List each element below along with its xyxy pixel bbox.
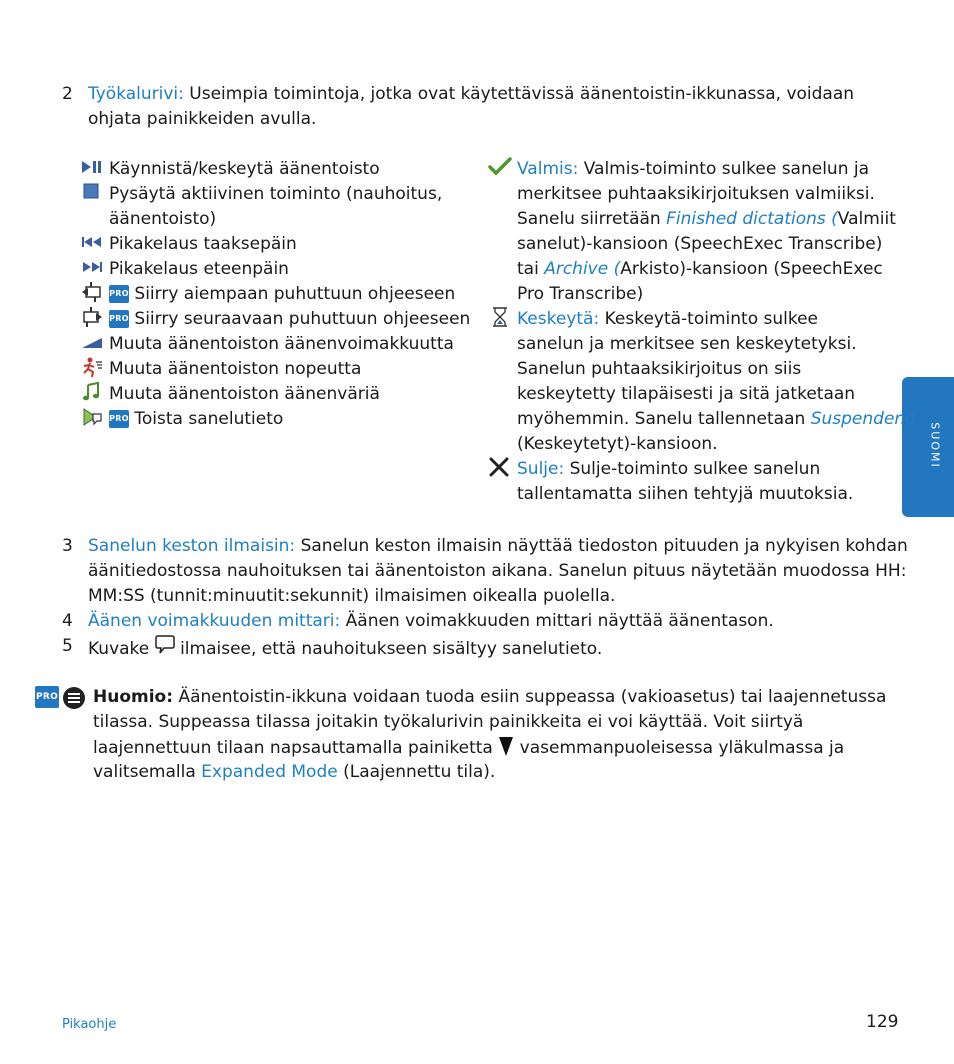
valmis-text5c: Arkisto)-kansioon (SpeechExec	[620, 259, 883, 279]
fast-forward-icon	[80, 257, 104, 279]
item5-text-b: ilmaisee, että nauhoitukseen sisältyy sanelutieto.	[180, 639, 603, 659]
toolbar-label-stop: Pysäytä aktiivinen toiminto (nauhoitus,	[109, 184, 443, 204]
toolbar-label-next: Siirry seuraavaan puhuttuun ohjeeseen	[134, 309, 471, 329]
section-tab	[902, 377, 954, 517]
item3-line2: äänitiedostossa nauhoituksen tai äänentoiston aikana. Sanelun pituus näytetään muodossa HH:	[88, 561, 907, 581]
valmis-line3	[517, 207, 896, 232]
sulje-line1	[517, 457, 820, 482]
item2-line1	[88, 82, 854, 107]
sulje-line2: tallentamatta siihen tehtyjä muutoksia.	[517, 484, 854, 504]
item-number: 3	[62, 536, 73, 556]
valmis-term: Valmis:	[517, 159, 579, 179]
item5-text-a: Kuvake	[88, 639, 150, 659]
toolbar-label-stop-2: äänentoisto)	[109, 209, 217, 229]
pro-badge: PRO	[109, 310, 129, 328]
keskeyta-text5a: myöhemmin. Sanelu tallennetaan	[517, 409, 806, 429]
sulje-term: Sulje:	[517, 459, 565, 479]
pro-badge: PRO	[109, 285, 129, 303]
valmis-line1	[517, 157, 869, 182]
toolbar-label-play-info: Toista sanelutieto	[134, 409, 284, 429]
item4-term: Äänen voimakkuuden mittari:	[88, 611, 341, 631]
note-title: Huomio:	[93, 687, 174, 707]
volume-icon	[80, 332, 104, 354]
toolbar-label-rewind: Pikakelaus taaksepäin	[109, 234, 297, 254]
expanded-mode-label: Expanded Mode	[201, 762, 338, 782]
item2-text2: ohjata painikkeiden avulla.	[88, 109, 317, 129]
note-text1: Äänentoistin-ikkuna voidaan tuoda esiin suppeassa (vakioasetus) tai laajennetussa	[178, 687, 887, 707]
item-number: 2	[62, 84, 73, 104]
item3-text1: Sanelun keston ilmaisin näyttää tiedoston pituuden ja nykyisen kohdan	[300, 536, 908, 556]
note-line1	[93, 685, 886, 710]
note-icon	[62, 686, 86, 710]
page-number: 129	[866, 1012, 899, 1032]
sulje-text1: Sulje-toiminto sulkee sanelun	[569, 459, 821, 479]
item2-text1: Useimpia toimintoja, jotka ovat käytettävissä äänentoistin-ikkunassa, voidaan	[189, 84, 855, 104]
toolbar-item-next	[109, 307, 470, 332]
stop-icon	[80, 181, 104, 203]
tone-icon	[80, 381, 104, 403]
note-pro-badge-wrap	[35, 686, 59, 708]
pro-badge: PRO	[109, 410, 129, 428]
keskeyta-line4: keskeytetty tilapäisesti ja sitä jatketaan	[517, 384, 856, 404]
note-line4	[93, 760, 495, 785]
toolbar-label-fast-forward: Pikakelaus eteenpäin	[109, 259, 289, 279]
valmis-line4: sanelut)-kansioon (SpeechExec Transcribe)	[517, 234, 883, 254]
item4-line	[88, 609, 774, 634]
rewind-icon	[80, 232, 104, 254]
keskeyta-line2: sanelun ja merkitsee sen keskeytetyksi.	[517, 334, 857, 354]
close-icon	[488, 456, 512, 478]
item4-text: Äänen voimakkuuden mittari näyttää äänentason.	[345, 611, 774, 631]
item2-term: Työkalurivi:	[88, 84, 184, 104]
valmis-line6: Pro Transcribe)	[517, 284, 644, 304]
item-number: 5	[62, 636, 73, 656]
toolbar-label-tone: Muuta äänentoiston äänenväriä	[109, 384, 380, 404]
valmis-line5	[517, 257, 883, 282]
archive-folder: Archive (	[544, 259, 621, 279]
section-tab-label: SUOMI	[928, 422, 942, 469]
hourglass-icon	[488, 306, 512, 328]
valmis-text1: Valmis-toiminto sulkee sanelun ja	[583, 159, 870, 179]
valmis-text5a: tai	[517, 259, 539, 279]
keskeyta-term: Keskeytä:	[517, 309, 600, 329]
valmis-text3c: Valmiit	[837, 209, 896, 229]
play-pause-icon	[80, 157, 104, 179]
note-line3	[93, 735, 844, 761]
dropdown-triangle-icon	[498, 735, 514, 757]
note-text3a: laajennettuun tilaan napsauttamalla painiketta	[93, 738, 493, 758]
keskeyta-line1	[517, 307, 818, 332]
note-text4a: valitsemalla	[93, 762, 196, 782]
toolbar-label-volume: Muuta äänentoiston äänenvoimakkuutta	[109, 334, 454, 354]
item3-line3: MM:SS (tunnit:minuutit:sekunnit) ilmaisimen oikealla puolella.	[88, 586, 616, 606]
keskeyta-line5	[517, 407, 916, 432]
checkmark-icon	[488, 156, 512, 178]
note-text4c: (Laajennettu tila).	[343, 762, 496, 782]
speech-bubble-icon	[155, 634, 175, 656]
item5-line	[88, 634, 602, 662]
toolbar-item-play-info	[109, 407, 283, 432]
item3-line1	[88, 534, 908, 559]
keskeyta-line3: Sanelun puhtaaksikirjoitus on siis	[517, 359, 802, 379]
valmis-text3a: Sanelu siirretään	[517, 209, 661, 229]
play-info-icon	[80, 406, 104, 428]
keskeyta-line6: (Keskeytetyt)-kansioon.	[517, 434, 718, 454]
toolbar-item-previous	[109, 282, 455, 307]
valmis-line2: merkitsee puhtaaksikirjoituksen valmiiksi.	[517, 184, 875, 204]
toolbar-label-previous: Siirry aiempaan puhuttuun ohjeeseen	[134, 284, 456, 304]
toolbar-label-speed: Muuta äänentoiston nopeutta	[109, 359, 362, 379]
item-number: 4	[62, 611, 73, 631]
previous-instruction-icon	[80, 281, 104, 303]
footer-section-name: Pikaohje	[62, 1017, 117, 1032]
pro-badge: PRO	[35, 686, 59, 708]
next-instruction-icon	[80, 306, 104, 328]
item3-term: Sanelun keston ilmaisin:	[88, 536, 296, 556]
note-line2: tilassa. Suppeassa tilassa joitakin työkalurivin painikkeita ei voi käyttää. Voit siirtyä	[93, 712, 804, 732]
finished-dictations-folder: Finished dictations (	[666, 209, 838, 229]
suspended-folder: Suspendend	[810, 409, 916, 429]
note-text3b: vasemmanpuoleisessa yläkulmassa ja	[519, 738, 845, 758]
keskeyta-text1: Keskeytä-toiminto sulkee	[604, 309, 819, 329]
speed-icon	[80, 356, 104, 378]
toolbar-label-play-pause: Käynnistä/keskeytä äänentoisto	[109, 159, 380, 179]
